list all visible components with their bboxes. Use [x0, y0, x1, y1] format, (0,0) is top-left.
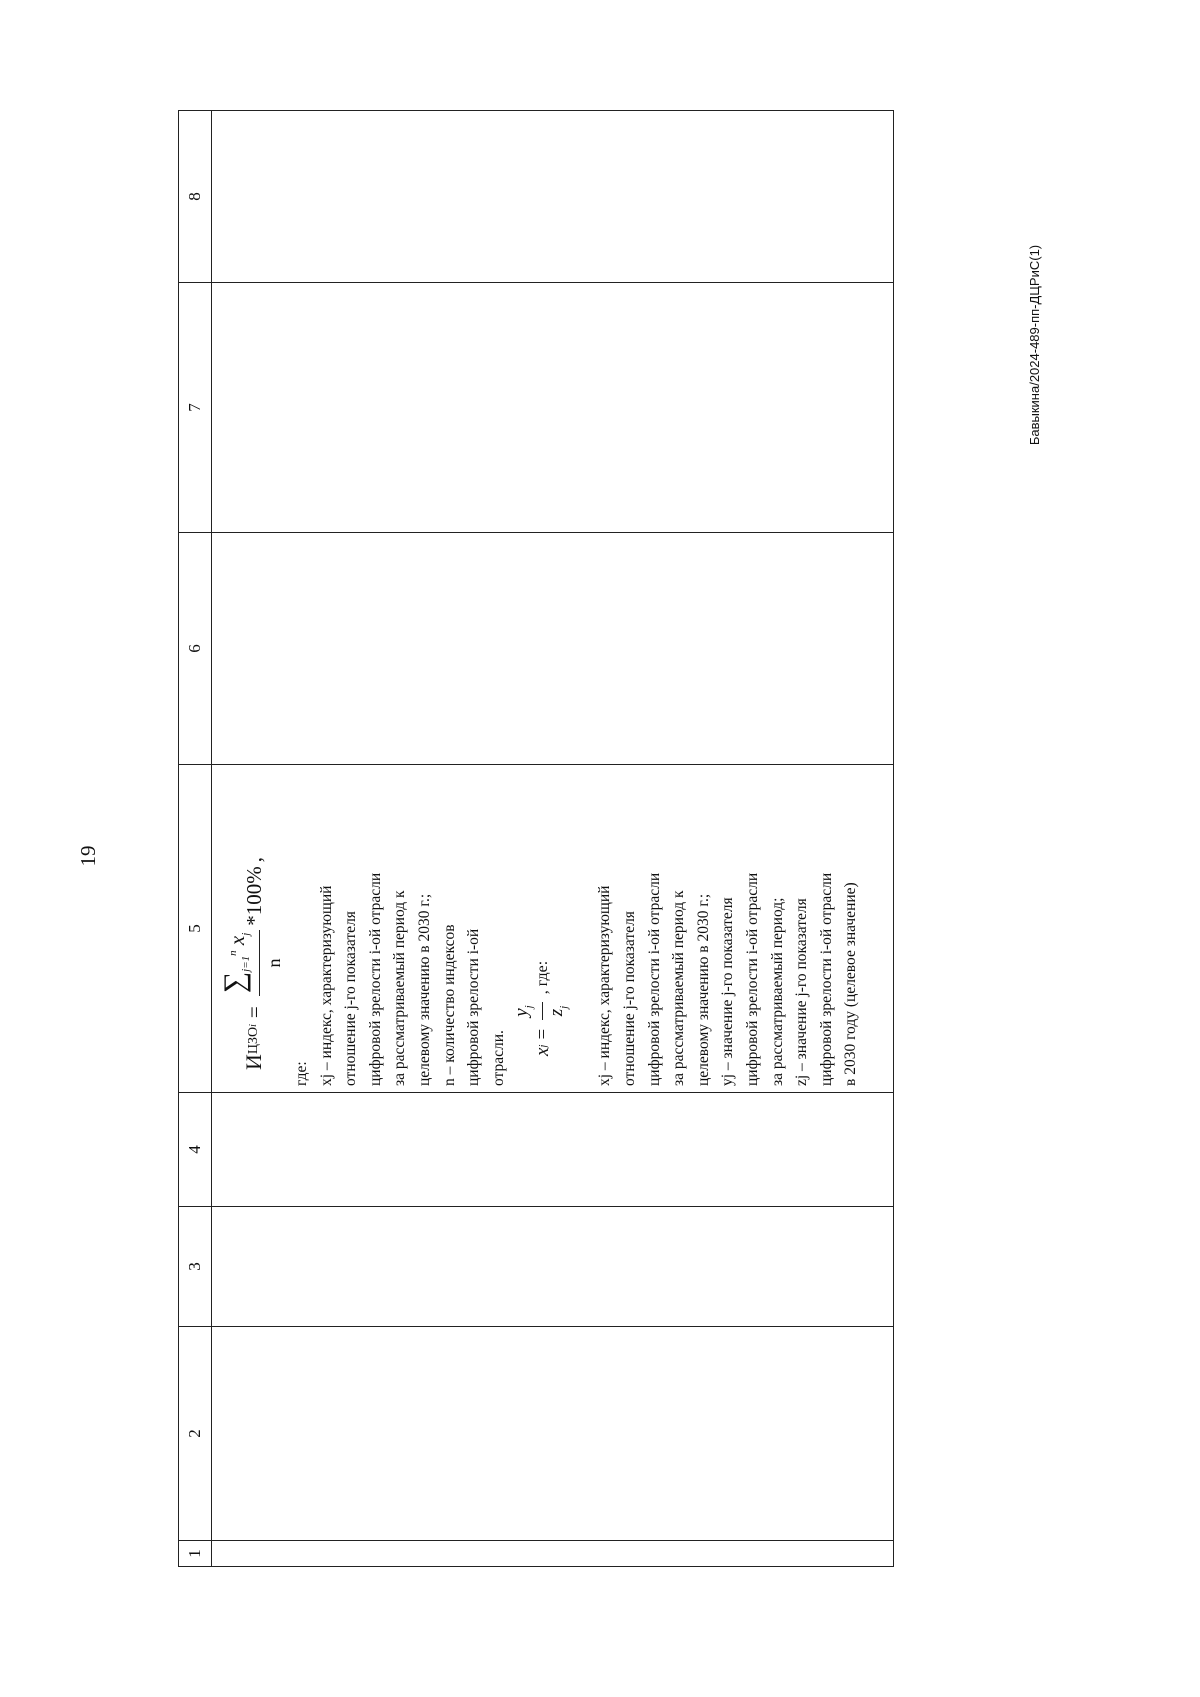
cell-col5-formula — [212, 765, 894, 1093]
sum-symbol: ∑ — [218, 971, 252, 994]
formula-tail: *100% — [241, 866, 266, 926]
cell-col1 — [212, 1541, 894, 1567]
text-line: цифровой зрелости i-ой — [465, 928, 483, 1086]
formula-numerator — [218, 930, 260, 997]
formula-denominator: n — [264, 958, 285, 968]
column-header-4: 4 — [179, 1093, 212, 1207]
formula-equals: = — [241, 1006, 266, 1019]
text-line: цифровой зрелости i-ой отрасли — [817, 872, 835, 1086]
column-header-7: 7 — [179, 283, 212, 533]
x-formula — [511, 771, 575, 1056]
header-row — [179, 111, 212, 1567]
cell-col8 — [212, 111, 894, 283]
text-line: за рассматриваемый период к — [670, 890, 688, 1086]
text-line: целевому значению в 2030 г.; — [415, 893, 433, 1086]
cell-col7 — [212, 283, 894, 533]
text-line: целевому значению в 2030 г.; — [694, 893, 712, 1086]
formula-lhs-sub: ЦЗО — [245, 1026, 261, 1055]
spacer — [575, 771, 593, 1086]
x-formula-den-var: z — [545, 1008, 567, 1017]
column-header-2: 2 — [179, 1327, 212, 1541]
text-line: в 2030 году (целевое значение) — [842, 882, 860, 1086]
text-line: отрасли. — [489, 1030, 507, 1086]
sum-term: x — [225, 935, 250, 946]
column-header-3: 3 — [179, 1207, 212, 1327]
x-formula-tail: , где: — [534, 960, 552, 995]
text-line: yj – значение j-го показателя — [719, 897, 737, 1086]
x-formula-denominator — [543, 1006, 576, 1016]
index-formula — [218, 771, 290, 1070]
text-line: zj – значение j-го показателя — [793, 898, 811, 1086]
table-row — [212, 111, 894, 1567]
x-formula-den-sub: j — [557, 1005, 570, 1009]
cell-col4 — [212, 1093, 894, 1207]
cell-col3 — [212, 1207, 894, 1327]
x-formula-fraction — [510, 1002, 576, 1020]
text-line: n – количество индексов — [440, 924, 458, 1086]
x-formula-equals: = — [532, 1028, 554, 1040]
text-line: цифровой зрелости i-ой отрасли — [645, 872, 663, 1086]
text-line: отношение j-го показателя — [342, 911, 360, 1086]
text-line: xj – индекс, характеризующий — [317, 885, 335, 1086]
text-line: отношение j-го показателя — [620, 911, 638, 1086]
column-header-6: 6 — [179, 533, 212, 765]
x-formula-lhs: x — [532, 1047, 554, 1056]
text-line: за рассматриваемый период; — [768, 897, 786, 1086]
x-formula-num-sub: j — [523, 1005, 536, 1009]
sum-upper-limit: n — [227, 950, 240, 956]
document-code: Бавыкина/2024-489-пп-ДЦРиС(1) — [1027, 244, 1042, 446]
formula-fraction — [218, 930, 286, 997]
cell-col6 — [212, 533, 894, 765]
formula-comma: , — [241, 856, 266, 863]
column-header-1: 1 — [179, 1541, 212, 1567]
formula-lhs: И — [240, 1054, 266, 1070]
page-number: 19 — [76, 845, 100, 867]
rotated-table — [178, 111, 894, 1567]
formula-lhs-sub-i: i — [247, 1024, 259, 1027]
sum-lower-limit: j=1 — [240, 955, 253, 972]
column-header-8: 8 — [179, 111, 212, 283]
text-line: цифровой зрелости i-ой отрасли — [366, 872, 384, 1086]
cell-col2 — [212, 1327, 894, 1541]
text-line: цифровой зрелости i-ой отрасли — [743, 872, 761, 1086]
text-line: за рассматриваемый период к — [391, 890, 409, 1086]
x-formula-numerator — [510, 1002, 542, 1020]
x-formula-lhs-sub: j — [537, 1044, 550, 1048]
text-line: xj – индекс, характеризующий — [596, 885, 614, 1086]
text-line: где: — [293, 1061, 310, 1086]
sum-term-sub: j — [240, 932, 253, 936]
data-table — [178, 110, 894, 1567]
column-header-5: 5 — [179, 765, 212, 1093]
x-formula-num-var: y — [511, 1008, 533, 1017]
